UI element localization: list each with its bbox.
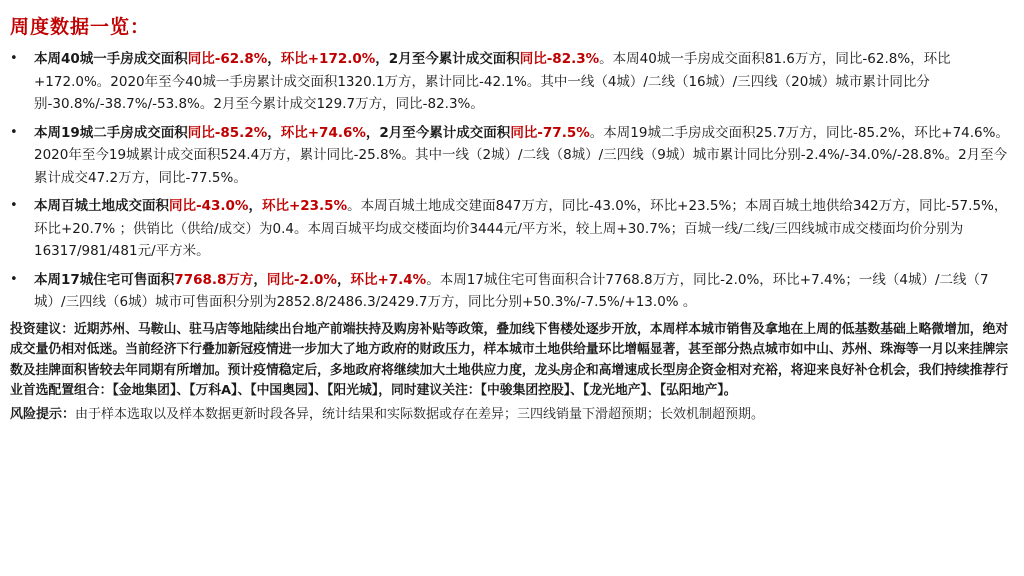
risk-warning xyxy=(10,404,1010,425)
bullet-sep: ， xyxy=(253,271,267,288)
bullet-body: 。本周40城一手房成交面积81.6万方，同比-62.8%，环比+172.0%。2020年至今40城一手房累计成交面积1320.1万方，累计同比-42.1%。其中一线（4城）/二线（16城）/三四线（20城）城市累计同比分别-30.8%/-38.7%/-53.8%。2月至今累计成交129.7万方，同比-82.3%。 xyxy=(34,51,951,112)
bullet-head2: 2月至今累计成交面积 xyxy=(379,124,511,141)
investment-advice: 投资建议：近期苏州、马鞍山、驻马店等地陆续出台地产前端扶持及购房补贴等政策，叠加线下售楼处逐步开放，本周样本城市销售及拿地在上周的低基数基础上略微增加，绝对成交量仍相对低迷。当前经济下行叠加新冠疫情进一步加大了地方政府的财政压力，样本城市土地供给量环比增幅显著，甚至部分热点城市如中山、苏州、珠海等一月以来挂牌宗数及挂牌面积皆较去年同期有所增加。预计疫情稳定后，多地政府将继续加大土地供应力度，龙头房企和高增速成长型房企资金相对充裕，将迎来良好补仓机会，我们持续推荐行业首选配置组合：【金地集团】、【万科A】、【中国奥园】、【阳光城】，同时建议关注：【中骏集团控股】、【龙光地产】、【弘阳地产】。 xyxy=(10,321,1009,398)
risk-label: 风险提示： xyxy=(10,406,76,422)
bullet-dot: • xyxy=(10,124,18,140)
content-area xyxy=(10,48,1010,425)
bullet-item-land xyxy=(10,195,1010,263)
bullet-yoy: 同比-43.0% xyxy=(169,198,249,214)
bullet-cum: 同比-82.3% xyxy=(519,51,600,67)
bullet-yoy: 同比-62.8% xyxy=(187,51,268,67)
bullet-item-new-home xyxy=(10,48,1010,116)
bullet-sep: ， xyxy=(267,124,281,141)
bullet-sep: ， xyxy=(336,271,351,288)
bullet-head: 本周17城住宅可售面积 xyxy=(34,271,175,288)
bullet-mom: 环比+172.0% xyxy=(280,51,376,67)
bullet-head: 本周40城一手房成交面积 xyxy=(34,51,188,67)
bullet-mom: 环比+74.6% xyxy=(280,124,366,141)
bullet-sep: ， xyxy=(365,124,380,141)
bullet-dot: • xyxy=(10,198,18,213)
bullet-body: 。本周百城土地成交建面847万方，同比-43.0%，环比+23.5%；本周百城土地供给342万方，同比-57.5%，环比+20.7% ；供销比（供给/成交）为0.4。本周百城平均成交楼面均价3444元/平方米，较上周+30.7%；百城一线/二线/三四线城市成交楼面均价分别为16317/981/481元/平方米。 xyxy=(34,198,1008,259)
bullet-sep: ， xyxy=(248,198,262,214)
bullet-body: 。本周19城二手房成交面积25.7万方，同比-85.2%，环比+74.6%。2020年至今19城累计成交面积524.4万方，累计同比-25.8%。其中一线（2城）/二线（8城）/三四线（9城）城市累计同比分别-2.4%/-34.0%/-28.8%。2月至今累计成交47.2万方，同比-77.5%。 xyxy=(34,124,1009,186)
bullet-item-second-hand xyxy=(10,122,1010,190)
bullet-cum: 同比-77.5% xyxy=(510,124,590,141)
bullet-sep: ， xyxy=(267,51,281,67)
bullet-cum: 环比+7.4% xyxy=(350,271,427,288)
bullet-mom: 环比+23.5% xyxy=(261,198,348,214)
bullet-body: 。本周17城住宅可售面积合计7768.8万方，同比-2.0%，环比+7.4%；一线（4城）/二线（7城）/三四线（6城）城市可售面积分别为2852.8/2486.3/2429.7万方，同比分别+50.3%/-7.5%/+13.0% 。 xyxy=(34,271,989,310)
bullet-yoy: 7768.8万方 xyxy=(174,271,254,288)
bullet-mom: 同比-2.0% xyxy=(266,271,337,288)
bullet-item-inventory xyxy=(10,269,1010,314)
bullet-yoy: 同比-85.2% xyxy=(187,124,268,141)
bullet-dot: • xyxy=(10,271,18,287)
page-title: 周度数据一览： xyxy=(10,16,151,38)
bullet-head2: 2月至今累计成交面积 xyxy=(388,51,520,67)
bullet-head: 本周19城二手房成交面积 xyxy=(34,124,188,141)
risk-text: 由于样本选取以及样本数据更新时段各异，统计结果和实际数据或存在差异；三四线销量下滑超预期；长效机制超预期。 xyxy=(75,406,765,422)
bullet-sep: ， xyxy=(375,51,389,67)
bullet-dot: • xyxy=(10,51,18,66)
bullet-head: 本周百城土地成交面积 xyxy=(34,198,169,214)
